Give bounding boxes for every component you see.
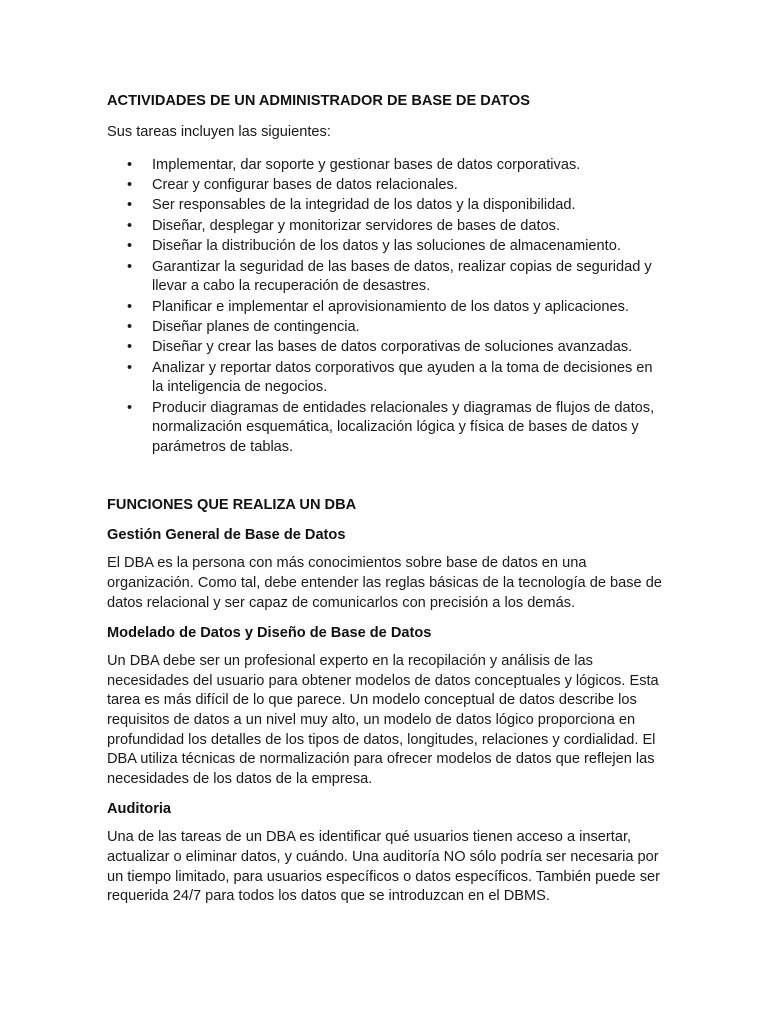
subsection-body-gestion: El DBA es la persona con más conocimientos sobre base de datos en una organización. Como tal, debe entender las reglas básicas de la tecnología de base de datos relacional y ser capaz de comunicarlos con precisión a los demás. — [107, 555, 662, 611]
list-item: • Planificar e implementar el aprovisionamiento de los datos y aplicaciones. — [107, 298, 663, 318]
activities-list — [107, 156, 663, 458]
bullet-icon: • — [127, 176, 133, 193]
bullet-icon: • — [127, 217, 133, 234]
list-item: • Crear y configurar bases de datos relacionales. — [107, 176, 663, 196]
intro-text: Sus tareas incluyen las siguientes: — [107, 124, 331, 140]
list-item: • Producir diagramas de entidades relacionales y diagramas de flujos de datos, normalización esquemática, localización lógica y física de bases de datos y parámetros de tablas. — [127, 399, 655, 455]
list-item: • Implementar, dar soporte y gestionar bases de datos corporativas. — [107, 156, 663, 176]
subsection-body-modelado: Un DBA debe ser un profesional experto en la recopilación y análisis de las necesidades del usuario para obtener modelos de datos conceptuales y lógicos. Esta tarea es más difícil de lo que parece. Un modelo conceptual de datos describe los requisitos de datos a un nivel muy alto, un modelo de datos lógico proporciona en profundidad los detalles de los tipos de datos, longitudes, relaciones y cordialidad. El DBA utiliza técnicas de normalización para ofrecer modelos de datos que reflejen las necesidades de los datos de la empresa. — [107, 653, 659, 787]
subsection-heading-auditoria: Auditoria — [107, 801, 172, 818]
section-title-actividades: ACTIVIDADES DE UN ADMINISTRADOR DE BASE DE DATOS — [107, 93, 530, 109]
section-title-funciones: FUNCIONES QUE REALIZA UN DBA — [107, 497, 357, 514]
bullet-icon: • — [127, 258, 133, 275]
bullet-icon: • — [127, 197, 133, 214]
subsection-heading-gestion: Gestión General de Base de Datos — [107, 527, 346, 544]
list-item: • Analizar y reportar datos corporativos que ayuden a la toma de decisiones en la inteligencia de negocios. — [127, 359, 653, 396]
list-item: • Diseñar y crear las bases de datos corporativas de soluciones avanzadas. — [107, 338, 663, 358]
list-item: • Ser responsables de la integridad de los datos y la disponibilidad. — [107, 196, 663, 216]
list-item: • Diseñar, desplegar y monitorizar servidores de bases de datos. — [107, 217, 663, 237]
bullet-icon: • — [127, 156, 133, 173]
list-item: • Diseñar planes de contingencia. — [107, 318, 663, 338]
list-item: • Diseñar la distribución de los datos y las soluciones de almacenamiento. — [107, 237, 663, 257]
bullet-icon: • — [127, 399, 133, 416]
bullet-icon: • — [127, 339, 133, 356]
subsection-body-auditoria: Una de las tareas de un DBA es identificar qué usuarios tienen acceso a insertar, actualizar o eliminar datos, y cuándo. Una auditoría NO sólo podría ser necesaria por un tiempo limitado, para usuarios específicos o datos específicos. También puede ser requerida 24/7 para todos los datos que se introduzcan en el DBMS. — [107, 829, 660, 905]
list-item: • Garantizar la seguridad de las bases de datos, realizar copias de seguridad y llevar a cabo la recuperación de desastres. — [127, 258, 652, 295]
document-page — [107, 88, 663, 907]
bullet-icon: • — [127, 359, 133, 376]
bullet-icon: • — [127, 318, 133, 335]
bullet-icon: • — [127, 298, 133, 315]
bullet-icon: • — [127, 238, 133, 255]
subsection-heading-modelado: Modelado de Datos y Diseño de Base de Datos — [107, 625, 432, 642]
